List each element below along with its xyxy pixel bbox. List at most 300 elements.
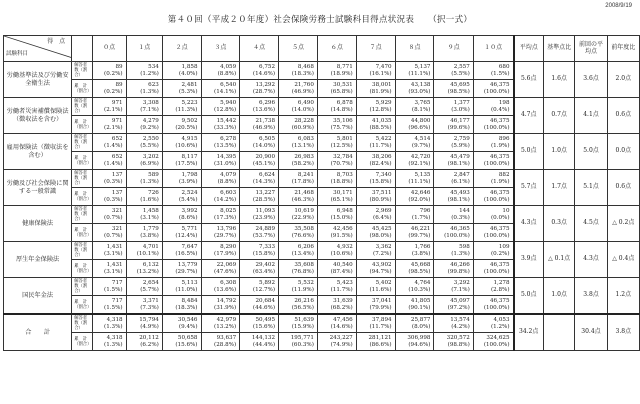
vs-prev-year-value: 0.6点 <box>607 170 639 206</box>
count-value: 46,375 <box>489 190 510 197</box>
percent-value: (99.8%) <box>447 268 470 275</box>
count-value: 971 <box>111 100 123 107</box>
col-vs-standard: 基準点比 <box>543 36 574 62</box>
count-value: 46,177 <box>450 118 470 125</box>
score-cell <box>240 62 279 80</box>
score-cell <box>126 242 162 260</box>
prev-average-value: 4.3点 <box>575 242 607 278</box>
score-cell <box>434 296 473 315</box>
count-value: 796 <box>419 208 431 215</box>
count-value: 2,847 <box>453 172 470 179</box>
count-value: 5,223 <box>181 100 198 107</box>
count-value: 30,171 <box>333 190 353 197</box>
percent-value: (5.5%) <box>451 70 470 77</box>
score-cell <box>434 134 473 152</box>
score-cell <box>434 80 473 98</box>
count-value: 8,703 <box>336 172 353 179</box>
count-value: 42,456 <box>333 226 353 233</box>
percent-value: (14.0%) <box>291 106 314 113</box>
score-cell <box>240 314 279 333</box>
percent-value: (46.9%) <box>291 88 314 95</box>
score-cell <box>162 314 201 333</box>
count-value: 1,458 <box>142 208 159 215</box>
vs-prev-year-value: 3.8点 <box>607 314 639 351</box>
count-value: 6,878 <box>336 100 353 107</box>
percent-value: (16.5%) <box>175 250 198 257</box>
score-cell <box>201 170 240 188</box>
count-value: 2,759 <box>453 136 470 143</box>
percent-value: (31.0%) <box>214 160 237 167</box>
count-value: 6,296 <box>259 100 276 107</box>
percent-value: (22.9%) <box>291 214 314 221</box>
subject-axis-label: 試験科目 <box>6 50 29 57</box>
percent-value: (12.8%) <box>214 106 237 113</box>
count-value: 137 <box>111 190 123 197</box>
count-value: 144 <box>459 208 470 215</box>
percent-value: (53.7%) <box>252 232 276 239</box>
kind-header <box>72 36 92 62</box>
table-row <box>4 134 640 152</box>
percent-value: (44.6%) <box>252 304 276 311</box>
percent-value: (14.6%) <box>330 323 353 330</box>
score-cell <box>356 80 395 98</box>
count-value: 21,760 <box>294 82 314 89</box>
percent-value: (13.2%) <box>136 268 159 275</box>
score-cell <box>162 260 201 278</box>
percent-value: (1.6%) <box>140 196 159 203</box>
score-cell <box>279 314 318 333</box>
count-value: 46,375 <box>489 154 510 161</box>
col-score-0: ０点 <box>92 36 126 62</box>
count-value: 589 <box>148 172 159 179</box>
count-value: 3,992 <box>181 208 198 215</box>
score-cell <box>473 333 513 351</box>
score-cell <box>473 62 513 80</box>
percent-value: (100.0%) <box>483 196 510 203</box>
count-value: 5,113 <box>181 280 198 287</box>
score-cell <box>240 98 279 116</box>
count-value: 5,402 <box>375 280 392 287</box>
subject-name: 健康保険法 <box>4 206 72 242</box>
percent-value: (1.5%) <box>104 304 123 311</box>
score-cell <box>317 242 356 260</box>
percent-value: (18.3%) <box>291 70 314 77</box>
average-value: 5.7点 <box>514 170 544 206</box>
score-cell <box>126 170 162 188</box>
corner-cell <box>4 36 72 62</box>
percent-value: (1.4%) <box>104 142 123 149</box>
percent-value: (8.0%) <box>411 323 431 330</box>
percent-value: (60.3%) <box>291 341 314 348</box>
percent-value: (4.0%) <box>178 70 198 77</box>
count-value: 6,752 <box>259 64 276 71</box>
score-cell <box>201 188 240 206</box>
count-value: 89 <box>115 64 123 71</box>
percent-value: (96.6%) <box>408 124 431 131</box>
col-average: 平均点 <box>514 36 544 62</box>
subject-name: 労働基準法及び労働安全衛生法 <box>4 62 72 98</box>
vs-prev-year-value: 2.0点 <box>607 62 639 98</box>
score-cell <box>356 296 395 315</box>
percent-value: (15.8%) <box>252 250 276 257</box>
count-value: 38,206 <box>372 154 392 161</box>
score-axis-label: 得 点 <box>47 38 66 45</box>
percent-value: (1.7%) <box>411 214 431 221</box>
score-cell <box>279 278 318 296</box>
percent-value: (3.9%) <box>178 178 198 185</box>
score-cell <box>356 170 395 188</box>
count-value: 281,121 <box>368 335 392 342</box>
score-cell <box>162 62 201 80</box>
score-cell <box>356 333 395 351</box>
count-value: 21,468 <box>294 190 314 197</box>
count-value: 20,684 <box>255 298 276 305</box>
count-value: 680 <box>498 64 510 71</box>
prev-average-value: 30.4点 <box>575 314 607 351</box>
score-cell <box>162 98 201 116</box>
percent-value: (12.7%) <box>252 286 276 293</box>
score-cell <box>126 206 162 224</box>
count-value: 29,402 <box>255 262 276 269</box>
count-value: 11,093 <box>255 208 276 215</box>
count-value: 321 <box>111 208 123 215</box>
count-value: 5,892 <box>259 280 276 287</box>
score-table <box>3 35 640 351</box>
percent-value: (3.1%) <box>140 214 159 221</box>
score-cell <box>356 134 395 152</box>
percent-value: (75.7%) <box>330 124 353 131</box>
percent-value: (1.3%) <box>104 323 123 330</box>
score-cell <box>92 80 126 98</box>
percent-value: (15.9%) <box>291 323 314 330</box>
percent-value: (47.6%) <box>214 268 237 275</box>
count-value: 20,900 <box>255 154 276 161</box>
percent-value: (10.6%) <box>330 250 353 257</box>
percent-value: (1.2%) <box>140 70 159 77</box>
score-cell <box>92 134 126 152</box>
percent-value: (3.8%) <box>411 250 431 257</box>
percent-value: (65.8%) <box>330 88 353 95</box>
score-cell <box>279 333 318 351</box>
count-value: 5,940 <box>220 100 237 107</box>
percent-value: (29.7%) <box>175 268 198 275</box>
vs-prev-year-value: 0.6点 <box>607 98 639 134</box>
prev-average-value: 5.1点 <box>575 170 607 206</box>
row-kind-cumulative: 累 計（割合） <box>72 333 92 351</box>
score-cell <box>356 242 395 260</box>
average-value: 4.3点 <box>514 206 544 242</box>
score-cell <box>240 206 279 224</box>
percent-value: (5.4%) <box>178 196 198 203</box>
col-score-10: １０点 <box>473 36 513 62</box>
percent-value: (99.6%) <box>447 124 470 131</box>
count-value: 7,333 <box>259 244 276 251</box>
count-value: 8,025 <box>220 208 237 215</box>
percent-value: (0.3%) <box>451 214 470 221</box>
count-value: 3,362 <box>375 244 392 251</box>
count-value: 4,079 <box>220 172 237 179</box>
percent-value: (9.2%) <box>140 124 159 131</box>
count-value: 46,375 <box>489 82 510 89</box>
score-cell <box>279 260 318 278</box>
average-value: 5.0点 <box>514 134 544 170</box>
percent-value: (15.6%) <box>252 323 276 330</box>
score-cell <box>395 224 434 242</box>
percent-value: (28.8%) <box>214 341 237 348</box>
percent-value: (0.3%) <box>104 196 123 203</box>
average-value: 3.9点 <box>514 242 544 278</box>
percent-value: (87.4%) <box>330 268 353 275</box>
col-score-3: ３点 <box>201 36 240 62</box>
count-value: 4,318 <box>106 335 123 342</box>
percent-value: (8.1%) <box>411 106 431 113</box>
subject-name: 合 計 <box>4 314 72 351</box>
score-cell <box>395 188 434 206</box>
score-cell <box>162 80 201 98</box>
count-value: 37,894 <box>372 317 392 324</box>
score-cell <box>434 170 473 188</box>
vs-standard-value: 1.7点 <box>543 170 574 206</box>
percent-value: (44.4%) <box>252 341 276 348</box>
score-cell <box>126 80 162 98</box>
count-value: 6,278 <box>220 136 237 143</box>
percent-value: (11.9%) <box>291 286 314 293</box>
score-cell <box>279 152 318 170</box>
row-kind-respondents: 解答者数（割合） <box>72 62 92 80</box>
score-cell <box>126 278 162 296</box>
score-cell <box>92 62 126 80</box>
percent-value: (0.4%) <box>490 106 510 113</box>
count-value: 726 <box>148 190 159 197</box>
percent-value: (98.1%) <box>447 196 470 203</box>
percent-value: (11.6%) <box>369 286 392 293</box>
count-value: 598 <box>459 244 470 251</box>
percent-value: (100.0%) <box>483 160 510 167</box>
score-cell <box>356 116 395 134</box>
percent-value: (9.7%) <box>411 142 431 149</box>
percent-value: (76.6%) <box>291 232 314 239</box>
count-value: 320,572 <box>446 335 470 342</box>
score-cell <box>279 224 318 242</box>
percent-value: (18.9%) <box>330 70 353 77</box>
percent-value: (7.1%) <box>140 106 159 113</box>
score-cell <box>126 188 162 206</box>
count-value: 45,668 <box>410 262 431 269</box>
count-value: 3,202 <box>142 154 159 161</box>
score-cell <box>201 242 240 260</box>
percent-value: (98.1%) <box>447 160 470 167</box>
percent-value: (1.9%) <box>490 142 510 149</box>
count-value: 13,779 <box>177 262 198 269</box>
count-value: 47,456 <box>333 317 353 324</box>
subject-name: 国民年金法 <box>4 278 72 315</box>
score-cell <box>162 188 201 206</box>
percent-value: (92.0%) <box>408 196 431 203</box>
score-cell <box>162 333 201 351</box>
score-cell <box>395 333 434 351</box>
percent-value: (29.7%) <box>214 232 237 239</box>
score-cell <box>201 98 240 116</box>
count-value: 26,983 <box>294 154 314 161</box>
table-row <box>4 242 640 260</box>
header-row <box>4 36 640 62</box>
score-cell <box>279 170 318 188</box>
row-kind-respondents: 解答者数（割合） <box>72 242 92 260</box>
count-value: 6,308 <box>220 280 237 287</box>
count-value: 46,221 <box>410 226 431 233</box>
score-cell <box>240 152 279 170</box>
score-cell <box>434 152 473 170</box>
score-cell <box>317 260 356 278</box>
score-cell <box>317 278 356 296</box>
average-value: 34.2点 <box>514 314 544 351</box>
score-cell <box>317 170 356 188</box>
prev-average-value: 3.6点 <box>575 62 607 98</box>
percent-value: (0.2%) <box>104 88 123 95</box>
score-cell <box>240 260 279 278</box>
percent-value: (16.1%) <box>369 70 392 77</box>
table-row <box>4 62 640 80</box>
score-cell <box>395 98 434 116</box>
score-cell <box>317 80 356 98</box>
percent-value: (79.9%) <box>369 304 392 311</box>
score-cell <box>434 206 473 224</box>
score-cell <box>126 98 162 116</box>
count-value: 31,639 <box>333 298 353 305</box>
col-score-6: ６点 <box>317 36 356 62</box>
row-kind-respondents: 解答者数（割合） <box>72 278 92 296</box>
percent-value: (68.2%) <box>330 304 353 311</box>
prev-average-value: 5.0点 <box>575 134 607 170</box>
percent-value: (28.7%) <box>252 88 276 95</box>
vs-standard-value: 1.0点 <box>543 278 574 315</box>
count-value: 5,929 <box>375 100 392 107</box>
count-value: 38,001 <box>372 82 392 89</box>
percent-value: (15.0%) <box>330 214 353 221</box>
percent-value: (100.0%) <box>444 232 470 239</box>
count-value: 37,041 <box>372 298 392 305</box>
count-value: 46,375 <box>489 226 510 233</box>
percent-value: (1.3%) <box>104 341 123 348</box>
count-value: 717 <box>111 280 123 287</box>
row-kind-cumulative: 累 計（割合） <box>72 296 92 315</box>
title-sub: （択一式） <box>428 15 473 25</box>
score-cell <box>279 188 318 206</box>
percent-value: (8.8%) <box>217 178 237 185</box>
percent-value: (0.2%) <box>490 250 510 257</box>
count-value: 10 <box>502 208 510 215</box>
percent-value: (2.1%) <box>104 124 123 131</box>
score-cell <box>473 224 513 242</box>
count-value: 324,625 <box>486 335 510 342</box>
count-value: 42,979 <box>216 317 237 324</box>
count-value: 4,059 <box>220 64 237 71</box>
score-cell <box>240 116 279 134</box>
score-cell <box>473 278 513 296</box>
score-cell <box>434 188 473 206</box>
score-cell <box>473 260 513 278</box>
vs-prev-year-value: △ 0.4点 <box>607 242 639 278</box>
count-value: 5,423 <box>336 280 353 287</box>
score-cell <box>126 62 162 80</box>
percent-value: (97.2%) <box>447 304 470 311</box>
score-cell <box>92 98 126 116</box>
percent-value: (5.9%) <box>451 142 470 149</box>
count-value: 2,524 <box>181 190 198 197</box>
percent-value: (1.4%) <box>104 160 123 167</box>
count-value: 7,340 <box>375 172 392 179</box>
percent-value: (100.0%) <box>483 124 510 131</box>
score-cell <box>92 170 126 188</box>
count-value: 144,132 <box>251 335 276 342</box>
score-cell <box>240 188 279 206</box>
count-value: 45,425 <box>372 226 392 233</box>
count-value: 15,794 <box>139 317 159 324</box>
score-cell <box>473 80 513 98</box>
count-value: 4,279 <box>142 118 159 125</box>
percent-value: (98.5%) <box>447 88 470 95</box>
score-cell <box>162 116 201 134</box>
score-cell <box>434 260 473 278</box>
percent-value: (5.7%) <box>140 286 159 293</box>
subject-name: 労働者災害補償保険法（徴収法を含む） <box>4 98 72 134</box>
percent-value: (12.5%) <box>330 142 353 149</box>
percent-value: (3.1%) <box>104 268 123 275</box>
subject-name: 労働及び社会保険に関する一般常識 <box>4 170 72 206</box>
percent-value: (1.3%) <box>451 250 470 257</box>
score-cell <box>473 188 513 206</box>
score-cell <box>92 152 126 170</box>
percent-value: (10.1%) <box>136 250 159 257</box>
percent-value: (15.8%) <box>369 178 392 185</box>
count-value: 321 <box>111 226 123 233</box>
row-kind-respondents: 解答者数（割合） <box>72 170 92 188</box>
score-cell <box>162 296 201 315</box>
count-value: 971 <box>111 118 123 125</box>
percent-value: (46.9%) <box>252 124 276 131</box>
count-value: 93,637 <box>216 335 237 342</box>
count-value: 6,083 <box>297 136 314 143</box>
count-value: 6,505 <box>259 136 276 143</box>
count-value: 6,206 <box>297 244 314 251</box>
score-cell <box>317 224 356 242</box>
count-value: 5,422 <box>375 136 392 143</box>
count-value: 6,132 <box>142 262 159 269</box>
count-value: 1,858 <box>181 64 198 71</box>
count-value: 5,137 <box>414 64 431 71</box>
count-value: 26,216 <box>294 298 314 305</box>
count-value: 50,495 <box>255 317 276 324</box>
count-value: 534 <box>148 64 159 71</box>
percent-value: (0.3%) <box>104 178 123 185</box>
count-value: 13,796 <box>216 226 237 233</box>
percent-value: (46.3%) <box>291 196 314 203</box>
col-score-8: ８点 <box>395 36 434 62</box>
score-cell <box>126 224 162 242</box>
table-row <box>4 314 640 333</box>
count-value: 652 <box>111 154 123 161</box>
percent-value: (88.5%) <box>369 124 392 131</box>
document-date: 2008/9/19 <box>605 3 632 9</box>
percent-value: (1.9%) <box>490 178 510 185</box>
percent-value: (7.2%) <box>373 250 392 257</box>
count-value: 6,624 <box>259 172 276 179</box>
score-cell <box>356 152 395 170</box>
count-value: 1,278 <box>493 280 510 287</box>
subject-name: 雇用保険法（徴収法を含む） <box>4 134 72 170</box>
percent-value: (3.0%) <box>451 106 470 113</box>
percent-value: (100.0%) <box>483 341 510 348</box>
